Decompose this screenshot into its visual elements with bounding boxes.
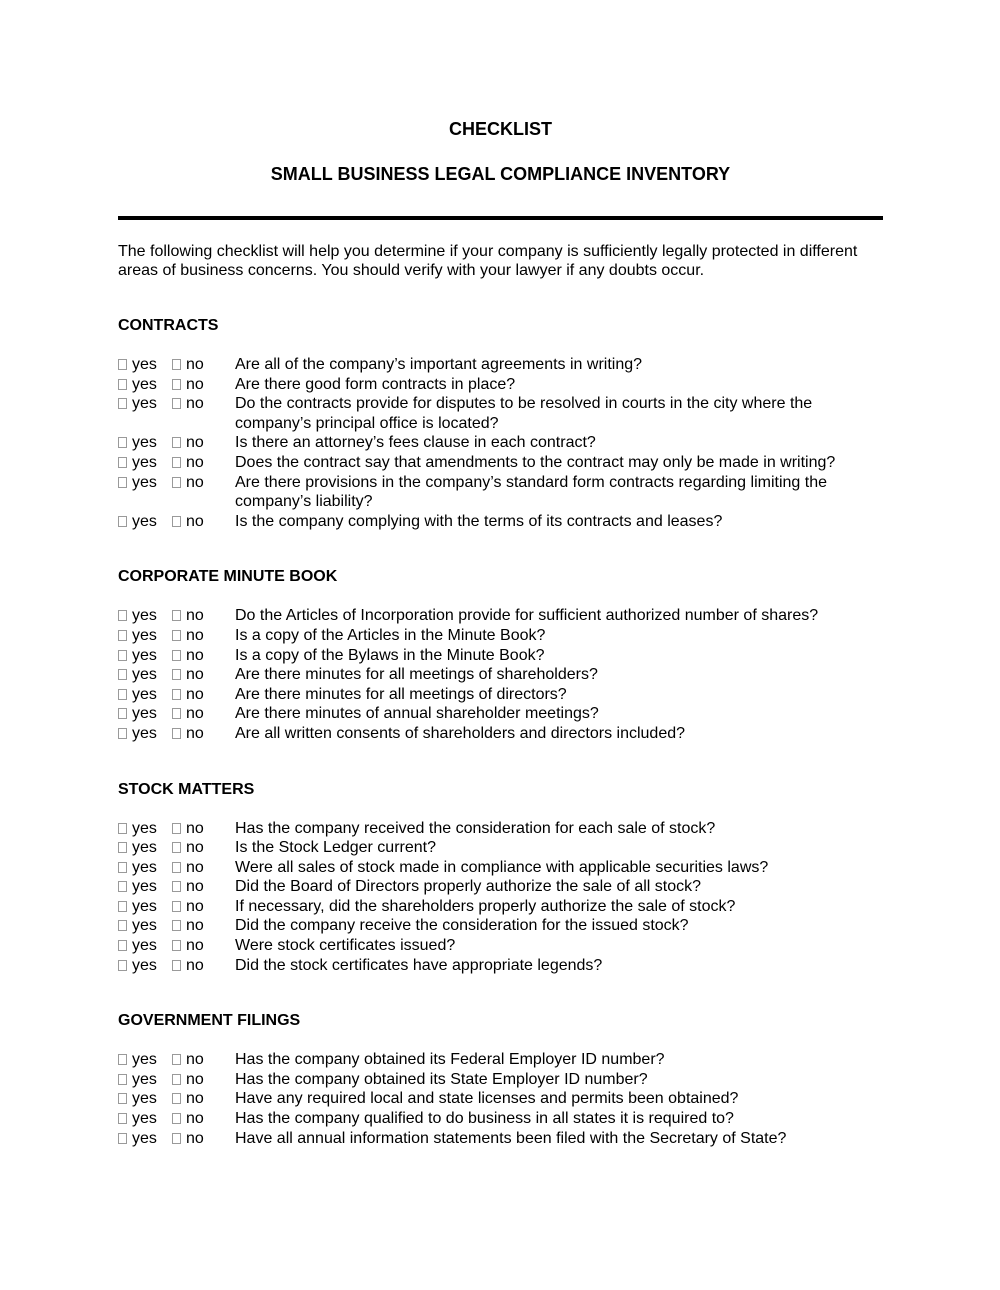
no-label: no	[186, 1090, 204, 1108]
checkbox-no[interactable]	[172, 359, 181, 370]
intro-paragraph: The following checklist will help you determine if your company is sufficiently legally protected in different areas of business concerns. You should verify with your lawyer if any doubts occur.	[118, 243, 858, 279]
question-text: Are there minutes for all meetings of shareholders?	[235, 666, 598, 684]
question-text: Has the company received the consideration for each sale of stock?	[235, 819, 716, 837]
checklist-item	[118, 1089, 883, 1109]
no-label: no	[186, 356, 204, 373]
checklist-item	[118, 626, 883, 646]
question-text: Has the company obtained its State Employer ID number?	[235, 1070, 648, 1088]
checkbox-no[interactable]	[172, 881, 181, 892]
yes-label: yes	[132, 356, 157, 373]
checklist-item	[118, 473, 883, 512]
no-option[interactable]	[172, 916, 204, 936]
checkbox-no[interactable]	[172, 842, 181, 853]
yes-option[interactable]	[118, 453, 157, 473]
no-label: no	[186, 1129, 204, 1147]
checkbox-yes[interactable]	[118, 1133, 127, 1144]
checklist-sections	[118, 316, 883, 1148]
no-option[interactable]	[172, 665, 204, 685]
section-title: GOVERNMENT FILINGS	[118, 1012, 301, 1030]
checkbox-no[interactable]	[172, 398, 181, 409]
no-label: no	[186, 819, 204, 837]
checklist-item	[118, 665, 883, 685]
title-divider	[118, 216, 883, 220]
checkbox-yes[interactable]	[118, 379, 127, 390]
yes-option[interactable]	[118, 1070, 157, 1090]
no-label: no	[186, 878, 204, 896]
yes-option[interactable]	[118, 819, 157, 839]
checkbox-yes[interactable]	[118, 901, 127, 912]
checkbox-yes[interactable]	[118, 457, 127, 468]
question-text: Did the Board of Directors properly authorize the sale of all stock?	[235, 878, 702, 896]
question-text: Are there provisions in the company’s standard form contracts regarding limiting the company’s liability?	[235, 473, 827, 511]
no-option[interactable]	[172, 877, 204, 897]
yes-option[interactable]	[118, 724, 157, 744]
question-text: Have any required local and state licenses and permits been obtained?	[235, 1090, 739, 1108]
yes-option[interactable]	[118, 355, 157, 375]
checklist-item	[118, 606, 883, 626]
yes-option[interactable]	[118, 433, 157, 453]
checkbox-no[interactable]	[172, 689, 181, 700]
no-label: no	[186, 917, 204, 935]
yes-option[interactable]	[118, 685, 157, 705]
question-text: Are all of the company’s important agreements in writing?	[235, 356, 643, 373]
checklist-item	[118, 453, 883, 473]
checklist-item	[118, 355, 883, 375]
yes-label: yes	[132, 897, 157, 915]
checklist-section	[118, 1011, 883, 1148]
no-option[interactable]	[172, 704, 204, 724]
no-option[interactable]	[172, 1129, 204, 1149]
yes-label: yes	[132, 878, 157, 896]
no-label: no	[186, 685, 204, 703]
checkbox-no[interactable]	[172, 901, 181, 912]
document-title: CHECKLIST	[449, 119, 552, 139]
yes-label: yes	[132, 819, 157, 837]
checkbox-no[interactable]	[172, 1133, 181, 1144]
no-option[interactable]	[172, 394, 204, 414]
no-option[interactable]	[172, 1089, 204, 1109]
no-option[interactable]	[172, 858, 204, 878]
question-text: Did the company receive the consideration for the issued stock?	[235, 917, 689, 935]
checkbox-yes[interactable]	[118, 862, 127, 873]
question-text: Did the stock certificates have appropriate legends?	[235, 956, 603, 974]
yes-label: yes	[132, 453, 157, 471]
checkbox-no[interactable]	[172, 437, 181, 448]
checkbox-yes[interactable]	[118, 1113, 127, 1124]
checklist-item	[118, 724, 883, 744]
no-label: no	[186, 858, 204, 876]
question-text: Are there minutes of annual shareholder meetings?	[235, 705, 599, 723]
no-label: no	[186, 705, 204, 723]
yes-label: yes	[132, 937, 157, 955]
no-option[interactable]	[172, 606, 204, 626]
checkbox-no[interactable]	[172, 610, 181, 621]
yes-option[interactable]	[118, 877, 157, 897]
checklist-item	[118, 433, 883, 453]
yes-label: yes	[132, 724, 157, 742]
no-option[interactable]	[172, 433, 204, 453]
yes-label: yes	[132, 666, 157, 684]
checklist-item	[118, 916, 883, 936]
checklist-item	[118, 936, 883, 956]
checklist-item	[118, 1070, 883, 1090]
no-option[interactable]	[172, 1050, 204, 1070]
checkbox-no[interactable]	[172, 1093, 181, 1104]
no-label: no	[186, 1051, 204, 1069]
checklist-item	[118, 858, 883, 878]
no-option[interactable]	[172, 956, 204, 976]
yes-option[interactable]	[118, 394, 157, 414]
checklist-section	[118, 316, 883, 531]
yes-option[interactable]	[118, 956, 157, 976]
yes-option[interactable]	[118, 665, 157, 685]
checklist-section	[118, 567, 883, 743]
checkbox-yes[interactable]	[118, 708, 127, 719]
checkbox-no[interactable]	[172, 708, 181, 719]
checklist-item	[118, 1050, 883, 1070]
yes-option[interactable]	[118, 838, 157, 858]
checklist-item	[118, 704, 883, 724]
checkbox-no[interactable]	[172, 728, 181, 739]
no-option[interactable]	[172, 512, 204, 532]
yes-label: yes	[132, 705, 157, 723]
checkbox-yes[interactable]	[118, 940, 127, 951]
checklist-item	[118, 1109, 883, 1129]
checklist-item	[118, 838, 883, 858]
yes-option[interactable]	[118, 916, 157, 936]
yes-option[interactable]	[118, 473, 157, 493]
yes-label: yes	[132, 395, 157, 413]
yes-label: yes	[132, 1129, 157, 1147]
yes-option[interactable]	[118, 1129, 157, 1149]
yes-label: yes	[132, 858, 157, 876]
checkbox-no[interactable]	[172, 477, 181, 488]
checkbox-no[interactable]	[172, 1074, 181, 1085]
checkbox-yes[interactable]	[118, 1093, 127, 1104]
checkbox-yes[interactable]	[118, 823, 127, 834]
no-option[interactable]	[172, 473, 204, 493]
yes-label: yes	[132, 685, 157, 703]
no-label: no	[186, 1110, 204, 1128]
no-label: no	[186, 839, 204, 857]
question-text: Do the contracts provide for disputes to be resolved in courts in the city where the company’s principal office is located?	[235, 395, 813, 432]
no-label: no	[186, 626, 204, 644]
checkbox-no[interactable]	[172, 379, 181, 390]
checkbox-no[interactable]	[172, 516, 181, 527]
no-label: no	[186, 937, 204, 955]
question-text: Has the company qualified to do business in all states it is required to?	[235, 1110, 734, 1128]
no-option[interactable]	[172, 724, 204, 744]
yes-option[interactable]	[118, 375, 157, 395]
document-page	[118, 118, 883, 1148]
checklist-item	[118, 685, 883, 705]
no-label: no	[186, 434, 204, 452]
checkbox-yes[interactable]	[118, 669, 127, 680]
question-text: Are all written consents of shareholders and directors included?	[235, 724, 686, 742]
checkbox-yes[interactable]	[118, 610, 127, 621]
yes-option[interactable]	[118, 606, 157, 626]
no-label: no	[186, 956, 204, 974]
question-text: Have all annual information statements been filed with the Secretary of State?	[235, 1129, 787, 1147]
checkbox-yes[interactable]	[118, 920, 127, 931]
yes-option[interactable]	[118, 1109, 157, 1129]
checkbox-yes[interactable]	[118, 881, 127, 892]
no-label: no	[186, 395, 204, 413]
no-option[interactable]	[172, 1109, 204, 1129]
section-title: CONTRACTS	[118, 317, 219, 334]
yes-option[interactable]	[118, 936, 157, 956]
checkbox-yes[interactable]	[118, 516, 127, 527]
question-text: Is the company complying with the terms of its contracts and leases?	[235, 512, 723, 530]
no-option[interactable]	[172, 685, 204, 705]
question-text: Are there good form contracts in place?	[235, 375, 516, 393]
checkbox-yes[interactable]	[118, 650, 127, 661]
question-text: Is a copy of the Bylaws in the Minute Book?	[235, 646, 545, 664]
checkbox-yes[interactable]	[118, 630, 127, 641]
no-label: no	[186, 473, 204, 491]
yes-option[interactable]	[118, 704, 157, 724]
checkbox-yes[interactable]	[118, 477, 127, 488]
checkbox-no[interactable]	[172, 862, 181, 873]
checkbox-no[interactable]	[172, 630, 181, 641]
question-text: Is a copy of the Articles in the Minute Book?	[235, 626, 546, 644]
no-label: no	[186, 724, 204, 742]
no-option[interactable]	[172, 355, 204, 375]
checkbox-no[interactable]	[172, 940, 181, 951]
yes-option[interactable]	[118, 512, 157, 532]
yes-label: yes	[132, 434, 157, 452]
checklist-item	[118, 512, 883, 532]
yes-option[interactable]	[118, 1089, 157, 1109]
no-label: no	[186, 375, 204, 393]
checkbox-no[interactable]	[172, 1054, 181, 1065]
yes-option[interactable]	[118, 1050, 157, 1070]
yes-label: yes	[132, 917, 157, 935]
yes-label: yes	[132, 646, 157, 664]
checklist-item	[118, 897, 883, 917]
no-label: no	[186, 897, 204, 915]
checkbox-yes[interactable]	[118, 437, 127, 448]
yes-label: yes	[132, 1090, 157, 1108]
section-title: STOCK MATTERS	[118, 780, 255, 798]
question-text: Has the company obtained its Federal Employer ID number?	[235, 1051, 665, 1069]
checklist-item	[118, 1129, 883, 1149]
checkbox-no[interactable]	[172, 1113, 181, 1124]
yes-option[interactable]	[118, 626, 157, 646]
checklist-item	[118, 646, 883, 666]
checklist-item	[118, 375, 883, 395]
no-label: no	[186, 1070, 204, 1088]
section-title: CORPORATE MINUTE BOOK	[118, 568, 338, 586]
checkbox-no[interactable]	[172, 920, 181, 931]
yes-label: yes	[132, 473, 157, 491]
checkbox-yes[interactable]	[118, 842, 127, 853]
checkbox-no[interactable]	[172, 650, 181, 661]
no-option[interactable]	[172, 936, 204, 956]
no-option[interactable]	[172, 1070, 204, 1090]
no-option[interactable]	[172, 819, 204, 839]
question-text: If necessary, did the shareholders properly authorize the sale of stock?	[235, 897, 736, 915]
checkbox-no[interactable]	[172, 823, 181, 834]
no-label: no	[186, 453, 204, 471]
checkbox-yes[interactable]	[118, 689, 127, 700]
checkbox-yes[interactable]	[118, 398, 127, 409]
no-option[interactable]	[172, 838, 204, 858]
yes-label: yes	[132, 607, 157, 625]
checkbox-no[interactable]	[172, 960, 181, 971]
question-text: Were stock certificates issued?	[235, 937, 456, 955]
checklist-item	[118, 819, 883, 839]
checklist-section	[118, 780, 883, 976]
question-text: Do the Articles of Incorporation provide for sufficient authorized number of shares?	[235, 607, 819, 625]
no-label: no	[186, 512, 204, 530]
checkbox-yes[interactable]	[118, 1074, 127, 1085]
no-option[interactable]	[172, 646, 204, 666]
document-subtitle: SMALL BUSINESS LEGAL COMPLIANCE INVENTORY	[270, 164, 731, 184]
checkbox-yes[interactable]	[118, 1054, 127, 1065]
yes-label: yes	[132, 626, 157, 644]
question-text: Does the contract say that amendments to the contract may only be made in writing?	[235, 453, 836, 471]
yes-label: yes	[132, 1110, 157, 1128]
checkbox-no[interactable]	[172, 669, 181, 680]
yes-label: yes	[132, 956, 157, 974]
yes-label: yes	[132, 839, 157, 857]
no-option[interactable]	[172, 897, 204, 917]
no-option[interactable]	[172, 626, 204, 646]
checklist-item	[118, 394, 883, 433]
no-label: no	[186, 646, 204, 664]
no-option[interactable]	[172, 375, 204, 395]
yes-label: yes	[132, 1070, 157, 1088]
checkbox-yes[interactable]	[118, 728, 127, 739]
yes-label: yes	[132, 512, 157, 530]
yes-option[interactable]	[118, 897, 157, 917]
question-text: Are there minutes for all meetings of directors?	[235, 685, 567, 703]
no-label: no	[186, 607, 204, 625]
question-text: Is there an attorney’s fees clause in each contract?	[235, 434, 596, 452]
yes-option[interactable]	[118, 646, 157, 666]
yes-option[interactable]	[118, 858, 157, 878]
yes-label: yes	[132, 1051, 157, 1069]
no-label: no	[186, 666, 204, 684]
question-text: Is the Stock Ledger current?	[235, 839, 436, 857]
yes-label: yes	[132, 375, 157, 393]
checkbox-no[interactable]	[172, 457, 181, 468]
checklist-item	[118, 877, 883, 897]
checklist-item	[118, 956, 883, 976]
question-text: Were all sales of stock made in compliance with applicable securities laws?	[235, 858, 769, 876]
no-option[interactable]	[172, 453, 204, 473]
checkbox-yes[interactable]	[118, 960, 127, 971]
checkbox-yes[interactable]	[118, 359, 127, 370]
